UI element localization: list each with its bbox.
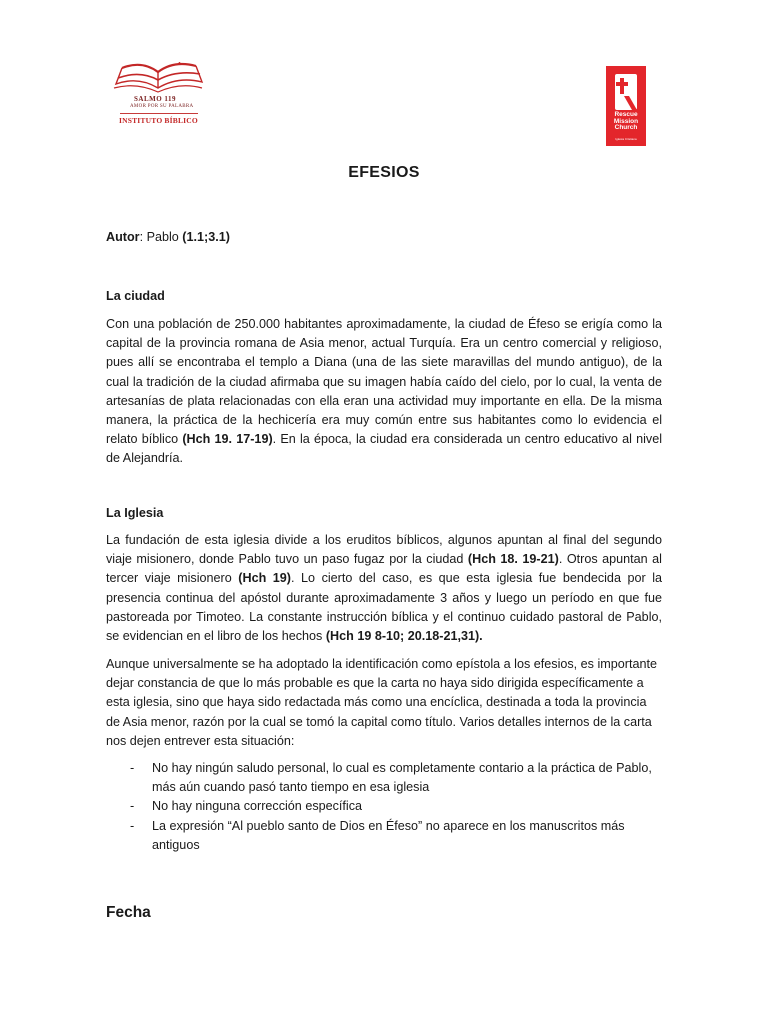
- autor-ref: (1.1;3.1): [182, 230, 230, 244]
- section-heading-iglesia: La Iglesia: [106, 506, 164, 520]
- ciudad-text-a: Con una población de 250.000 habitantes aproximadamente, la ciudad de Éfeso se erigía como la capital de la provincia romana de Asia menor, actual Turquía. Era un centro comercial y religioso, pues allí se encontraba el templo a Diana (una de las siete maravillas del mundo antiguo), de la cual la tradición de la ciudad afirmaba que su imagen había caído del cielo, por lo cual, la venta de artesanías de plata relacionadas con ella eran una actividad muy importante en ella. De la misma manera, la práctica de la hechicería era muy común entre sus habitantes como lo evidencia el relato bíblico: [106, 317, 662, 447]
- iglesia-paragraph-2: Aunque universalmente se ha adoptado la identificación como epístola a los efesios, es importante dejar constancia de que lo más probable es que la carta no haya sido dirigida específicamente a esta iglesia, sino que haya sido redactada más como una encíclica, destinada a toda la provincia de Asia menor, razón por la cual se tomó la capital como título. Varios detalles internos de la carta nos dejen entrever esta situación:: [106, 657, 657, 748]
- rescue-mission-church-logo: [606, 66, 646, 146]
- bullet-text: No hay ningún saludo personal, lo cual es completamente contario a la práctica de Pablo, más aún cuando pasó tanto tiempo en esa iglesia: [152, 761, 652, 795]
- iglesia-ref-3: (Hch 19 8-10; 20.18-21,31).: [325, 629, 483, 644]
- logo-left-line3: INSTITUTO BÍBLICO: [119, 116, 198, 125]
- cross-r-icon: [612, 72, 640, 112]
- autor-line: [106, 228, 662, 247]
- ciudad-paragraph: [106, 315, 662, 469]
- list-item: [106, 759, 662, 797]
- logo-right-line2: Mission: [613, 117, 639, 125]
- iglesia-ref-1: (Hch 18. 19-21): [467, 552, 559, 567]
- ciudad-ref: (Hch 19. 17-19): [182, 432, 273, 447]
- bullet-text: La expresión “Al pueblo santo de Dios en Éfeso” no aparece en los manuscritos más antiguos: [152, 818, 625, 852]
- iglesia-text-a: La fundación de esta iglesia divide a los eruditos bíblicos, algunos apuntan al final del segundo viaje misionero, donde Pablo tuvo un paso fugaz por la ciudad: [106, 533, 662, 567]
- bullet-dash: -: [130, 761, 135, 775]
- logo-right-name: [609, 112, 643, 132]
- instituto-biblico-logo: [112, 62, 204, 130]
- document-title: EFESIOS: [348, 164, 420, 181]
- bullet-text: No hay ninguna corrección específica: [152, 799, 363, 814]
- logo-right-line1: Rescue: [614, 111, 638, 118]
- logo-left-divider: [120, 113, 198, 114]
- iglesia-text-b: . Otros apuntan al tercer viaje misionero: [106, 552, 662, 586]
- logo-left-line1: SALMO 119: [134, 95, 177, 103]
- bullet-list: [106, 759, 662, 855]
- autor-name: : Pablo: [139, 230, 183, 244]
- logo-right-line4: Iglesia Cristiana: [615, 137, 637, 141]
- logo-right-line3: Church: [614, 124, 638, 131]
- list-item: [106, 797, 662, 816]
- autor-label: Autor: [106, 230, 140, 244]
- iglesia-text-c: . Lo cierto del caso, es que esta iglesia fue bendecida por la presencia continua del apóstol durante aproximadamente 3 años y luego un período en que fue pastoreada por Timoteo. La constante instrucción bíblica y el continuo cuidado pastoral de Pablo, se evidencian en el libro de los hechos: [106, 571, 663, 644]
- open-book-icon: [112, 62, 204, 96]
- bullet-dash: -: [130, 818, 135, 833]
- bullet-dash: -: [130, 799, 135, 814]
- ciudad-text-b: . En la época, la ciudad era considerada un centro educativo al nivel de Alejandría.: [106, 432, 662, 466]
- logo-left-line2: AMOR POR SU PALABRA: [130, 104, 194, 109]
- list-item: [106, 817, 662, 855]
- iglesia-paragraph-1: [106, 531, 662, 646]
- section-heading-ciudad: La ciudad: [106, 289, 165, 303]
- section-heading-fecha: Fecha: [106, 904, 151, 921]
- iglesia-ref-2: (Hch 19): [238, 571, 291, 586]
